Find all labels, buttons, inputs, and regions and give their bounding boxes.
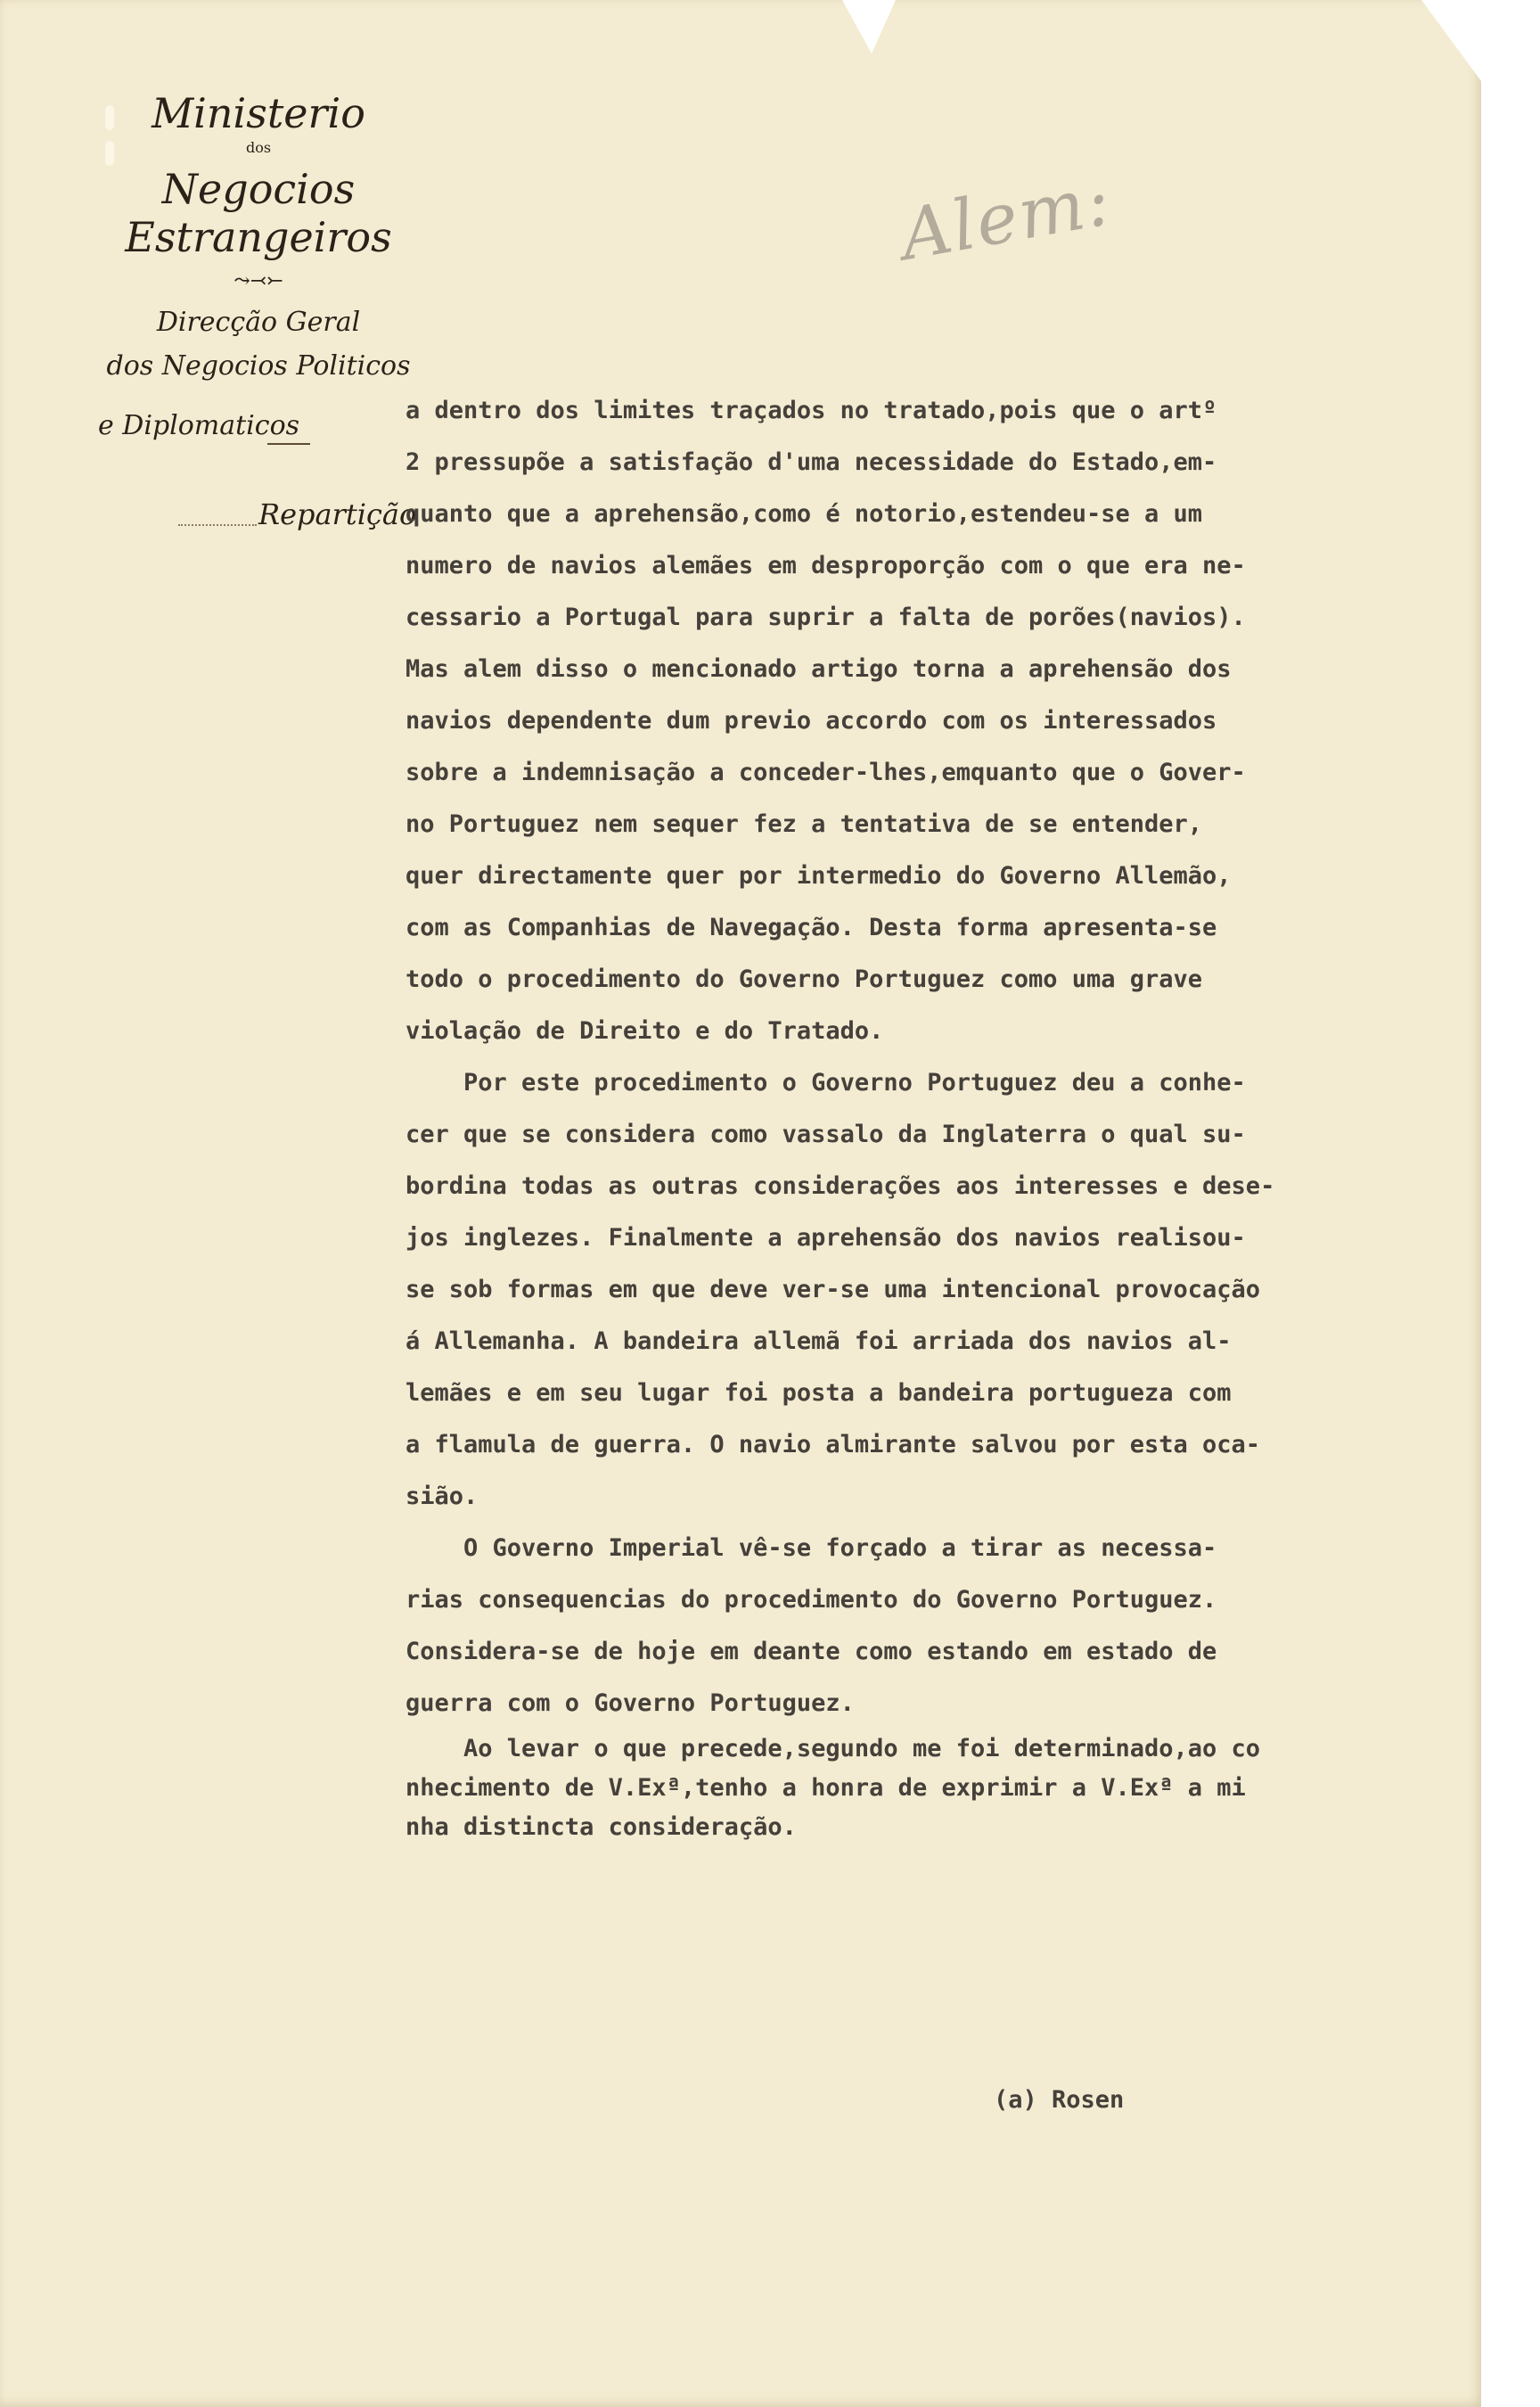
body-line: todo o procedimento do Governo Portuguez como uma grave bbox=[405, 965, 1203, 993]
reparticao-dotted-line bbox=[178, 524, 257, 526]
body-line: Considera-se de hoje em deante como estando em estado de bbox=[405, 1638, 1217, 1665]
letterhead-direccao: Direcção Geral bbox=[156, 307, 361, 338]
letterhead-ministry: Ministerio bbox=[152, 89, 365, 137]
body-line: se sob formas em que deve ver-se uma intencional provocação bbox=[405, 1276, 1261, 1303]
body-line: lemães e em seu lugar foi posta a bandeira portugueza com bbox=[405, 1379, 1232, 1407]
body-line: Mas alem disso o mencionado artigo torna a aprehensão dos bbox=[405, 655, 1232, 683]
body-line: 2 pressupõe a satisfação d'uma necessidade do Estado,em- bbox=[405, 448, 1217, 476]
body-line: rias consequencias do procedimento do Governo Portuguez. bbox=[405, 1586, 1217, 1614]
body-line: a dentro dos limites traçados no tratado,pois que o artº bbox=[405, 397, 1217, 424]
body-line: guerra com o Governo Portuguez. bbox=[405, 1689, 855, 1717]
ornament-icon: ⤳⤙⤚ bbox=[233, 270, 283, 292]
body-line: sobre a indemnisação a conceder-lhes,emquanto que o Gover- bbox=[405, 759, 1246, 786]
typed-body bbox=[405, 385, 1475, 1847]
body-line: quanto que a aprehensão,como é notorio,estendeu-se a um bbox=[405, 500, 1203, 528]
body-line: no Portuguez nem sequer fez a tentativa de se entender, bbox=[405, 810, 1203, 838]
letterhead-rule bbox=[267, 443, 310, 445]
letterhead-diplomaticos: e Diplomaticos bbox=[98, 410, 300, 441]
body-line: quer directamente quer por intermedio do Governo Allemão, bbox=[405, 862, 1232, 890]
page-tear bbox=[842, 0, 896, 53]
letterhead bbox=[98, 89, 419, 382]
body-line: á Allemanha. A bandeira allemã foi arriada dos navios al- bbox=[405, 1327, 1232, 1355]
body-line: com as Companhias de Navegação. Desta forma apresenta-se bbox=[405, 914, 1217, 941]
body-line: sião. bbox=[405, 1483, 479, 1510]
body-line: cer que se considera como vassalo da Inglaterra o qual su- bbox=[405, 1121, 1246, 1148]
body-line: a flamula de guerra. O navio almirante salvou por esta oca- bbox=[405, 1431, 1261, 1458]
letterhead-dos-negocios: dos Negocios Politicos bbox=[106, 350, 411, 382]
body-line: navios dependente dum previo accordo com os interessados bbox=[405, 707, 1217, 735]
letterhead-negocios: Negocios Estrangeiros bbox=[125, 165, 392, 261]
body-line: O Governo Imperial vê-se forçado a tirar as necessa- bbox=[405, 1534, 1217, 1562]
signature: (a) Rosen bbox=[994, 2086, 1125, 2114]
body-line: jos inglezes. Finalmente a aprehensão dos navios realisou- bbox=[405, 1224, 1246, 1252]
body-line: cessario a Portugal para suprir a falta de porões(navios). bbox=[405, 604, 1246, 631]
body-line: nhecimento de V.Exª,tenho a honra de exprimir a V.Exª a mi bbox=[405, 1774, 1246, 1802]
body-line: nha distincta consideração. bbox=[405, 1813, 797, 1841]
body-line: violação de Direito e do Tratado. bbox=[405, 1017, 884, 1045]
letterhead-reparticao: Repartição bbox=[258, 497, 417, 531]
letterhead-dos: dos bbox=[245, 139, 272, 156]
body-line: bordina todas as outras considerações aos interesses e dese- bbox=[405, 1172, 1275, 1200]
pencil-annotation: Alem: bbox=[894, 160, 1118, 276]
body-line: Ao levar o que precede,segundo me foi determinado,ao co bbox=[405, 1735, 1261, 1762]
body-line: numero de navios alemães em desproporção com o que era ne- bbox=[405, 552, 1246, 579]
body-line: Por este procedimento o Governo Portuguez deu a conhe- bbox=[405, 1069, 1246, 1097]
page-tear bbox=[1421, 0, 1484, 85]
